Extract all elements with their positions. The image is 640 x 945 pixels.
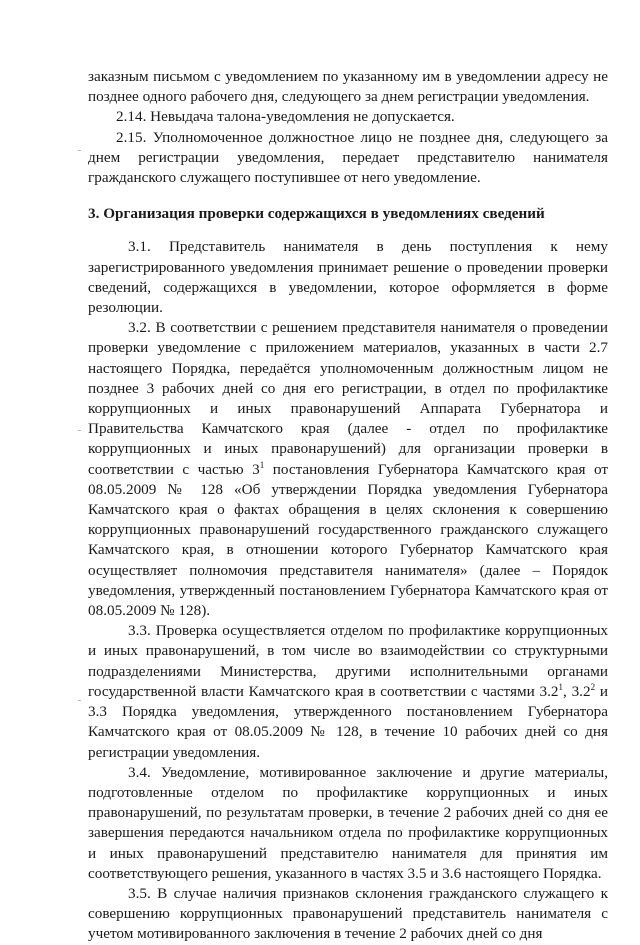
paragraph-3-3 bbox=[88, 621, 608, 762]
paragraph-3-2-text-b: постановления Губернатора Камчатского края от 08.05.2009 № 128 «Об утверждении Порядка уведомления Губернатора Камчатского края о фактах обращения в целях склонения к совершению коррупционных правонарушений государственного гражданского служащего Камчатского края, в отношении которого Губернатор Камчатского края осуществляет полномочия представителя нанимателя» (далее – Порядок уведомления, утвержденный постановлением Губернатора Камчатского края от 08.05.2009 № 128). bbox=[88, 460, 608, 620]
paragraph-3-1: 3.1. Представитель нанимателя в день поступления к нему зарегистрированного уведомления принимает решение о проведении проверки сведений, содержащихся в уведомлении, которое оформляется в форме резолюции. bbox=[88, 238, 608, 317]
paragraph-2-14: 2.14. Невыдача талона-уведомления не допускается. bbox=[116, 108, 455, 126]
paragraph-3-5: 3.5. В случае наличия признаков склонения гражданского служащего к совершению коррупционных правонарушений представитель нанимателя с учетом мотивированного заключения в течение 2 рабочих дней со дня bbox=[88, 884, 608, 943]
superscript: 2 bbox=[590, 681, 596, 692]
superscript: 1 bbox=[259, 459, 265, 470]
paragraph-3-3-text-c: и 3.3 Порядка уведомления, утвержденного постановлением Губернатора Камчатского края от 08.05.2009 № 128, в течение 10 рабочих дней со дня регистрации уведомления. bbox=[88, 682, 608, 761]
section-heading-3: 3. Организация проверки содержащихся в уведомлениях сведений bbox=[88, 205, 545, 223]
paragraph-2-15: 2.15. Уполномоченное должностное лицо не позднее дня, следующего за днем регистрации уведомления, передает представителю нанимателя гражданского служащего поступившее от него уведомление. bbox=[88, 128, 608, 187]
scan-mark bbox=[78, 150, 81, 151]
paragraph-3-4: 3.4. Уведомление, мотивированное заключение и другие материалы, подготовленные отделом по профилактике коррупционных и иных правонарушений, по результатам проверки, в течение 2 рабочих дней со дня ее завершения передаются начальником отдела по профилактике коррупционных и иных правонарушений представителю нанимателя для принятия им соответствующего решения, указанного в частях 3.5 и 3.6 настоящего Порядка. bbox=[88, 763, 608, 882]
superscript: 1 bbox=[558, 681, 563, 692]
document-body bbox=[88, 67, 608, 945]
scan-mark bbox=[78, 430, 81, 431]
paragraph-3-3-text-a: 3.3. Проверка осуществляется отделом по профилактике коррупционных и иных правонарушений, в том числе во взаимодействии со структурными подразделениями Министерства, другими исполнительными органами государственной власти Камчатского края в соответствии с частями 3.2 bbox=[88, 622, 608, 700]
paragraph-3-3-text-b: , 3.2 bbox=[563, 682, 591, 700]
paragraph-3-2-text-a: 3.2. В соответствии с решением представителя нанимателя о проведении проверки уведомление с приложением материалов, указанных в части 2.7 настоящего Порядка, передаётся уполномоченным должностным лицом не позднее 3 рабочих дней со дня его регистрации, в отдел по профилактике коррупционных и иных правонарушений Аппарата Губернатора и Правительства Камчатского края (далее - отдел по профилактике коррупционных и иных правонарушений) для организации проверки в соответствии с частью 3 bbox=[88, 319, 608, 478]
paragraph-3-2 bbox=[88, 318, 608, 621]
paragraph-continuation: заказным письмом с уведомлением по указанному им в уведомлении адресу не позднее одного рабочего дня, следующего за днем регистрации уведомления. bbox=[88, 68, 608, 106]
scan-mark bbox=[78, 700, 81, 701]
